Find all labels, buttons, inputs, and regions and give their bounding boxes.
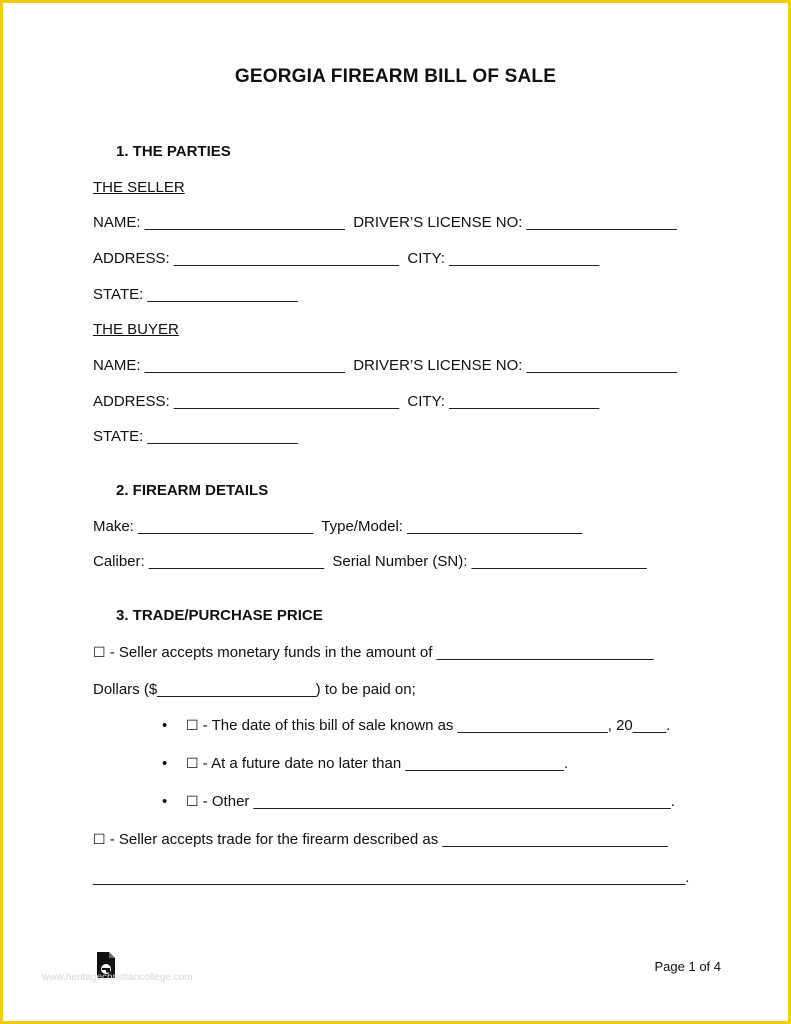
seller-state-field[interactable]: STATE: __________________ bbox=[93, 286, 298, 303]
payment-date-option bbox=[186, 717, 670, 734]
watermark: www.heritagechristiancollege.com bbox=[42, 972, 193, 983]
caliber-serial-field[interactable]: Caliber: _____________________ Serial Number (SN): _____________________ bbox=[93, 553, 647, 570]
bullet-icon: • bbox=[162, 793, 168, 810]
seller-name-field[interactable]: NAME: ________________________ DRIVER’S LICENSE NO: __________________ bbox=[93, 214, 677, 231]
future-date-option bbox=[186, 755, 568, 772]
buyer-state-field[interactable]: STATE: __________________ bbox=[93, 428, 298, 445]
section-heading-firearm: 2. FIREARM DETAILS bbox=[116, 482, 269, 499]
checkbox-icon[interactable]: ☐ bbox=[186, 756, 199, 772]
other-option bbox=[186, 793, 675, 810]
document-title: GEORGIA FIREARM BILL OF SALE bbox=[234, 66, 557, 87]
other-option-text[interactable]: - Other __________________________________________________. bbox=[198, 793, 675, 810]
monetary-option-text[interactable]: - Seller accepts monetary funds in the amount of __________________________ bbox=[105, 644, 654, 661]
seller-heading: THE SELLER bbox=[93, 179, 185, 196]
dollars-field[interactable]: Dollars ($___________________) to be paid on; bbox=[93, 681, 416, 698]
future-date-option-text[interactable]: - At a future date no later than ___________________. bbox=[198, 755, 569, 772]
seller-address-field[interactable]: ADDRESS: ___________________________ CITY: __________________ bbox=[93, 250, 600, 267]
monetary-option bbox=[93, 644, 653, 661]
checkbox-icon[interactable]: ☐ bbox=[186, 794, 199, 810]
trade-option bbox=[93, 831, 668, 848]
buyer-heading: THE BUYER bbox=[93, 321, 179, 338]
trade-option-text[interactable]: - Seller accepts trade for the firearm described as ___________________________ bbox=[105, 831, 668, 848]
checkbox-icon[interactable]: ☐ bbox=[93, 645, 106, 661]
page-number: Page 1 of 4 bbox=[654, 959, 721, 974]
bullet-icon: • bbox=[162, 755, 168, 772]
payment-date-option-text[interactable]: - The date of this bill of sale known as __________________, 20____. bbox=[198, 717, 671, 734]
checkbox-icon[interactable]: ☐ bbox=[186, 718, 199, 734]
section-heading-parties: 1. THE PARTIES bbox=[116, 143, 231, 160]
section-heading-price: 3. TRADE/PURCHASE PRICE bbox=[116, 607, 323, 624]
buyer-name-field[interactable]: NAME: ________________________ DRIVER’S LICENSE NO: __________________ bbox=[93, 357, 677, 374]
checkbox-icon[interactable]: ☐ bbox=[93, 832, 106, 848]
buyer-address-field[interactable]: ADDRESS: ___________________________ CITY: __________________ bbox=[93, 393, 600, 410]
make-model-field[interactable]: Make: _____________________ Type/Model: _____________________ bbox=[93, 518, 583, 535]
trade-continuation-field[interactable]: _______________________________________________________________________. bbox=[93, 869, 690, 886]
bullet-icon: • bbox=[162, 717, 168, 734]
